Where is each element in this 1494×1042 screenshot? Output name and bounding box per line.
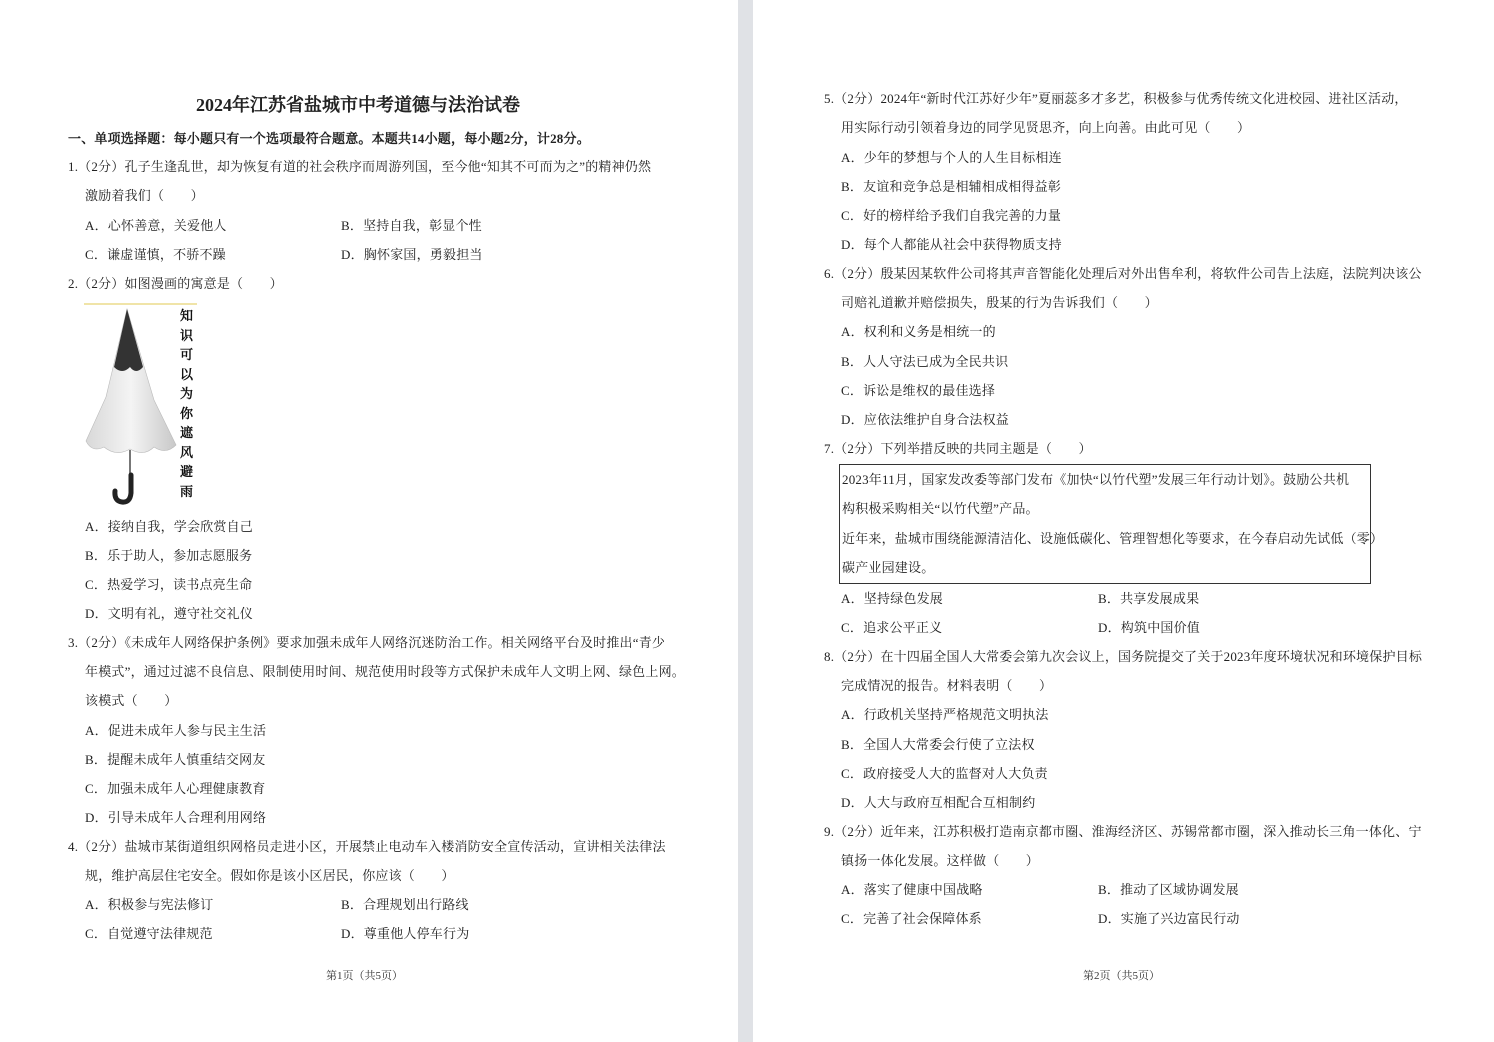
q6-option-d: D．应依法维护自身合法权益 [841,412,1009,427]
q9-option-a: A．落实了健康中国战略 [841,882,983,897]
q8-option-b: B．全国人大常委会行使了立法权 [841,737,1035,752]
umbrella-icon [84,305,180,505]
q2-option-c: C．热爱学习，读书点亮生命 [85,577,253,592]
page-footer: 第1页（共5页） [326,970,403,982]
q6-option-b: B．人人守法已成为全民共识 [841,354,1009,369]
q8-option-d: D．人大与政府互相配合互相制约 [841,795,1036,810]
exam-title: 2024年江苏省盐城市中考道德与法治试卷 [196,95,520,115]
q6-option-a: A．权利和义务是相统一的 [841,324,996,339]
material-line: 近年来，盐城市围绕能源清洁化、设施低碳化、管理智想化等要求，在今春启动先试低（零） [842,531,1384,546]
question-3-cont2: 该模式（ ） [85,693,178,708]
q5-option-b: B．友谊和竞争总是相辅相成相得益彰 [841,179,1062,194]
question-2: 2.（2分）如图漫画的寓意是（ ） [68,276,283,291]
question-8: 8.（2分）在十四届全国人大常委会第九次会议上，国务院提交了关于2023年度环境状况和环境保护目标 [824,649,1423,664]
material-line: 碳产业园建设。 [842,560,935,575]
page-footer: 第2页（共5页） [1083,970,1160,982]
q3-option-c: C．加强未成年人心理健康教育 [85,781,266,796]
q5-option-d: D．每个人都能从社会中获得物质支持 [841,237,1062,252]
q7-option-d: D．构筑中国价值 [1098,620,1200,635]
material-line: 2023年11月，国家发改委等部门发布《加快“以竹代塑”发展三年行动计划》。鼓励公共机 [842,472,1350,487]
question-4-cont: 规，维护高层住宅安全。假如你是该小区居民，你应该（ ） [85,868,455,883]
q4-option-a: A．积极参与宪法修订 [85,897,214,912]
q7-option-c: C．追求公平正义 [841,620,943,635]
question-1: 1.（2分）孔子生逢乱世，却为恢复有道的社会秩序而周游列国，至今他“知其不可而为之”的精神仍然 [68,159,652,174]
question-8-cont: 完成情况的报告。材料表明（ ） [841,678,1053,693]
q3-option-b: B．提醒未成年人慎重结交网友 [85,752,266,767]
q5-option-c: C．好的榜样给予我们自我完善的力量 [841,208,1062,223]
q5-option-a: A．少年的梦想与个人的人生目标相连 [841,150,1062,165]
q8-option-c: C．政府接受人大的监督对人大负责 [841,766,1048,781]
q1-option-a: A．心怀善意，关爱他人 [85,218,227,233]
material-line: 构积极采购相关“以竹代塑”产品。 [842,501,1039,516]
question-3: 3.（2分）《未成年人网络保护条例》要求加强未成年人网络沉迷防治工作。相关网络平台及时推出“青少 [68,635,666,650]
q1-option-d: D．胸怀家国，勇毅担当 [341,247,483,262]
q6-option-c: C．诉讼是维权的最佳选择 [841,383,996,398]
q1-option-c: C．谦虚谨慎，不骄不躁 [85,247,226,262]
question-1-cont: 激励着我们（ ） [85,188,204,203]
q2-option-a: A．接纳自我，学会欣赏自己 [85,519,253,534]
question-7: 7.（2分）下列举措反映的共同主题是（ ） [824,441,1092,456]
question-6-cont: 司赔礼道歉并赔偿损失，殷某的行为告诉我们（ ） [841,295,1158,310]
q2-option-d: D．文明有礼，遵守社交礼仪 [85,606,253,621]
question-6: 6.（2分）殷某因某软件公司将其声音智能化处理后对外出售牟利，将软件公司告上法庭，法院判决该公 [824,266,1422,281]
question-4: 4.（2分）盐城市某街道组织网格员走进小区，开展禁止电动车入楼消防安全宣传活动，宣讲相关法律法 [68,839,666,854]
q4-option-b: B．合理规划出行路线 [341,897,469,912]
q2-option-b: B．乐于助人，参加志愿服务 [85,548,253,563]
q9-option-c: C．完善了社会保障体系 [841,911,982,926]
q4-option-d: D．尊重他人停车行为 [341,926,470,941]
question-5: 5.（2分）2024年“新时代江苏好少年”夏丽蕊多才多艺，积极参与优秀传统文化进校园、进社区活动， [824,91,1408,106]
cartoon-caption: 知识可以为你遮风避雨 [180,309,194,500]
page-2 [753,0,1494,1042]
question-5-cont: 用实际行动引领着身边的同学见贤思齐，向上向善。由此可见（ ） [841,120,1251,135]
q9-option-d: D．实施了兴边富民行动 [1098,911,1240,926]
q1-option-b: B．坚持自我，彰显个性 [341,218,482,233]
question-3-cont: 年模式”，通过过滤不良信息、限制使用时间、规范使用时段等方式保护未成年人文明上网、绿色上网。 [85,664,685,679]
q7-option-a: A．坚持绿色发展 [841,591,943,606]
q8-option-a: A．行政机关坚持严格规范文明执法 [841,707,1049,722]
question-9-cont: 镇扬一体化发展。这样做（ ） [841,853,1040,868]
section-heading: 一、单项选择题：每小题只有一个选项最符合题意。本题共14小题，每小题2分，计28分。 [68,131,590,146]
q7-option-b: B．共享发展成果 [1098,591,1200,606]
umbrella-pencil-cartoon [84,303,197,508]
q3-option-d: D．引导未成年人合理利用网络 [85,810,267,825]
question-9: 9.（2分）近年来，江苏积极打造南京都市圈、淮海经济区、苏锡常都市圈，深入推动长三角一体化、宁 [824,824,1422,839]
q4-option-c: C．自觉遵守法律规范 [85,926,213,941]
q3-option-a: A．促进未成年人参与民主生活 [85,723,267,738]
page-1 [0,0,738,1042]
q9-option-b: B．推动了区域协调发展 [1098,882,1239,897]
